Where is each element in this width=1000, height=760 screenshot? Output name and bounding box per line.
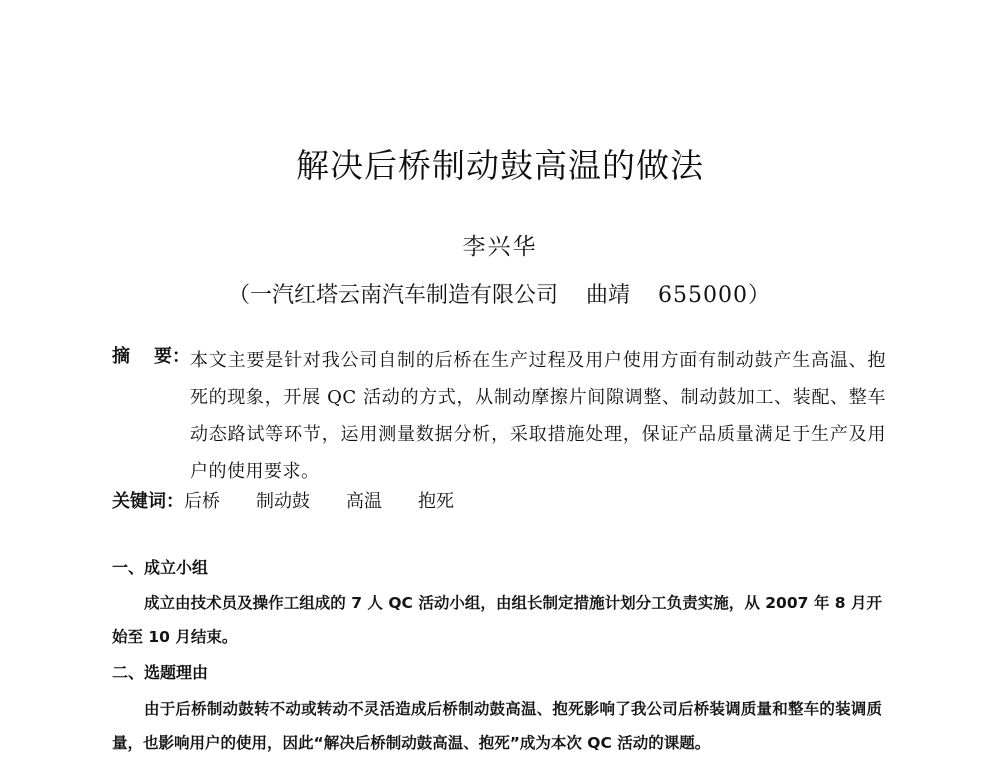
affiliation-postcode: 655000 (658, 283, 749, 308)
abstract-label (112, 342, 190, 368)
author-name: 李兴华 (462, 234, 538, 260)
keyword-item: 后桥 (184, 491, 220, 512)
keywords-label: 关键词： (112, 491, 184, 512)
keyword-item: 制动鼓 (256, 491, 310, 512)
abstract-label-char-2: 要： (154, 346, 190, 367)
abstract-block (112, 342, 892, 490)
section-body-1: 成立由技术员及操作工组成的 7 人 QC 活动小组，由组长制定措施计划分工负责实施，从 2007 年 8 月开始至 10 月结束。 (112, 594, 882, 646)
affiliation-organization: 一汽红塔云南汽车制造有限公司 (250, 283, 559, 308)
affiliation-city: 曲靖 (586, 283, 631, 308)
section-heading-1: 一、成立小组 (112, 558, 209, 577)
section-body-2: 由于后桥制动鼓转不动或转动不灵活造成后桥制动鼓高温、抱死影响了我公司后桥装调质量和整车的装调质量，也影响用户的使用，因此“解决后桥制动鼓高温、抱死”成为本次 QC 活动的课题。 (112, 700, 882, 752)
affiliation-open-paren: （ (228, 283, 251, 308)
keyword-item: 高温 (346, 491, 382, 512)
keywords-line (112, 487, 490, 513)
affiliation-close-paren: ） (748, 283, 771, 308)
abstract-label-char-1: 摘 (112, 346, 130, 367)
section-heading-2: 二、选题理由 (112, 663, 209, 682)
author-affiliation (228, 278, 770, 309)
abstract-text: 本文主要是针对我公司自制的后桥在生产过程及用户使用方面有制动鼓产生高温、抱死的现象，开展 QC 活动的方式，从制动摩擦片间隙调整、制动鼓加工、装配、整车动态路试等环节，运用测量数据分析，采取措施处理，保证产品质量满足于生产及用户的使用要求。 (190, 350, 886, 482)
paper-title: 解决后桥制动鼓高温的做法 (296, 146, 704, 185)
keyword-item: 抱死 (418, 491, 454, 512)
